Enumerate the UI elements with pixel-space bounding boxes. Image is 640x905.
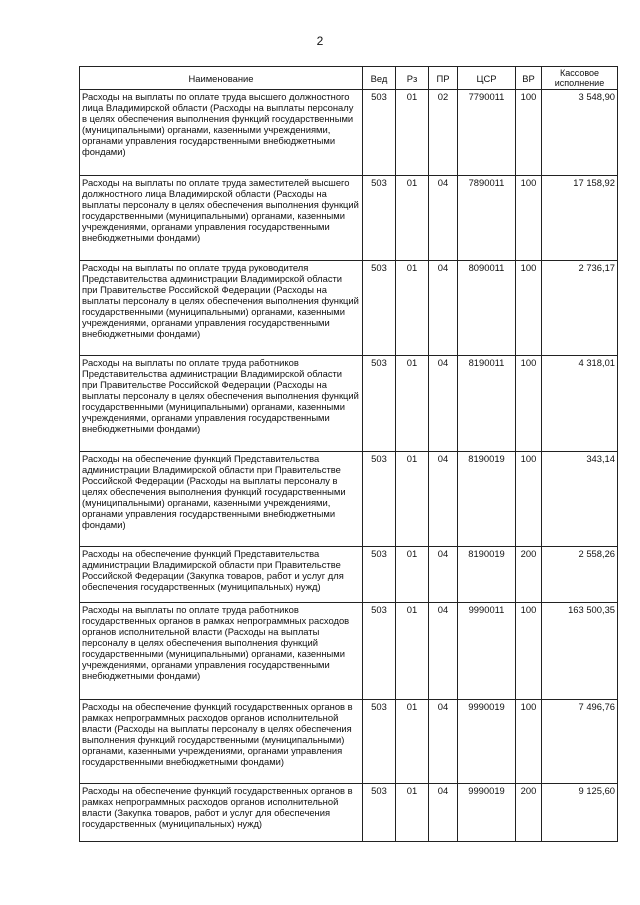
header-ved: Вед xyxy=(363,67,396,90)
cell-pr: 04 xyxy=(429,356,458,452)
cell-amount: 2 558,26 xyxy=(542,547,618,603)
cell-name: Расходы на обеспечение функций государственных органов в рамках непрограммных расходов органов исполнительной власти (Закупка товаров, работ и услуг для обеспечения государственных (муниципальных) нужд) xyxy=(80,784,363,842)
cell-vr: 100 xyxy=(516,700,542,784)
cell-csr: 8090011 xyxy=(458,261,516,356)
cell-csr: 8190019 xyxy=(458,452,516,547)
cell-vr: 100 xyxy=(516,452,542,547)
cell-csr: 9990019 xyxy=(458,700,516,784)
cell-name: Расходы на выплаты по оплате труда работников Представительства администрации Владимирской области при Правительстве Российской Федерации (Расходы на выплаты персоналу в целях обеспечения выполнения функций государственными (муниципальными) органами, казенными учреждениями, органами управления государственными внебюджетными фондами) xyxy=(80,356,363,452)
cell-ved: 503 xyxy=(363,90,396,176)
cell-rz: 01 xyxy=(396,90,429,176)
cell-ved: 503 xyxy=(363,176,396,261)
cell-amount: 343,14 xyxy=(542,452,618,547)
cell-ved: 503 xyxy=(363,547,396,603)
cell-pr: 04 xyxy=(429,784,458,842)
cell-name: Расходы на выплаты по оплате труда работников государственных органов в рамках непрограммных расходов органов исполнительной власти (Расходы на выплаты персоналу в целях обеспечения выполнения функций государственными (муниципальными) органами, казенными учреждениями, органами управления государственными внебюджетными фондами) xyxy=(80,603,363,700)
cell-rz: 01 xyxy=(396,547,429,603)
cell-vr: 100 xyxy=(516,90,542,176)
header-rz: Рз xyxy=(396,67,429,90)
table-row xyxy=(80,90,618,176)
cell-pr: 04 xyxy=(429,700,458,784)
cell-name: Расходы на обеспечение функций Представительства администрации Владимирской области при Правительстве Российской Федерации (Расходы на выплаты персоналу в целях обеспечения выполнения функций государственными (муниципальными) органами, казенными учреждениями, органами управления государственными внебюджетными фондами) xyxy=(80,452,363,547)
cell-ved: 503 xyxy=(363,356,396,452)
cell-vr: 100 xyxy=(516,176,542,261)
cell-rz: 01 xyxy=(396,176,429,261)
cell-csr: 8190011 xyxy=(458,356,516,452)
cell-ved: 503 xyxy=(363,261,396,356)
table-row xyxy=(80,176,618,261)
table-row xyxy=(80,784,618,842)
cell-vr: 200 xyxy=(516,547,542,603)
cell-name: Расходы на выплаты по оплате труда заместителей высшего должностного лица Владимирской области (Расходы на выплаты персоналу в целях обеспечения выполнения функций государственными (муниципальными) органами, казенными учреждениями, органами управления государственными внебюджетными фондами) xyxy=(80,176,363,261)
cell-ved: 503 xyxy=(363,603,396,700)
cell-csr: 9990019 xyxy=(458,784,516,842)
cell-name: Расходы на обеспечение функций государственных органов в рамках непрограммных расходов органов исполнительной власти (Расходы на выплаты персоналу в целях обеспечения выполнения функций государственными (муниципальными) органами, казенными учреждениями, органами управления государственными внебюджетными фондами) xyxy=(80,700,363,784)
cell-vr: 100 xyxy=(516,356,542,452)
table-row xyxy=(80,700,618,784)
cell-amount: 3 548,90 xyxy=(542,90,618,176)
header-vr: ВР xyxy=(516,67,542,90)
cell-pr: 04 xyxy=(429,603,458,700)
cell-rz: 01 xyxy=(396,261,429,356)
header-row xyxy=(80,67,618,90)
table-row xyxy=(80,452,618,547)
cell-amount: 9 125,60 xyxy=(542,784,618,842)
cell-rz: 01 xyxy=(396,603,429,700)
cell-rz: 01 xyxy=(396,356,429,452)
cell-csr: 7890011 xyxy=(458,176,516,261)
cell-rz: 01 xyxy=(396,784,429,842)
header-csr: ЦСР xyxy=(458,67,516,90)
cell-ved: 503 xyxy=(363,700,396,784)
budget-execution-table xyxy=(79,66,618,842)
cell-ved: 503 xyxy=(363,452,396,547)
table-row xyxy=(80,547,618,603)
table-row xyxy=(80,261,618,356)
cell-name: Расходы на выплаты по оплате труда высшего должностного лица Владимирской области (Расходы на выплаты персоналу в целях обеспечения выполнения функций государственными (муниципальными) органами, казенными учреждениями, органами управления государственными внебюджетными фондами) xyxy=(80,90,363,176)
cell-pr: 04 xyxy=(429,547,458,603)
cell-amount: 4 318,01 xyxy=(542,356,618,452)
cell-pr: 04 xyxy=(429,452,458,547)
table-row xyxy=(80,603,618,700)
header-amount: Кассовое исполнение xyxy=(542,67,618,90)
cell-pr: 02 xyxy=(429,90,458,176)
cell-amount: 2 736,17 xyxy=(542,261,618,356)
cell-pr: 04 xyxy=(429,261,458,356)
cell-vr: 200 xyxy=(516,784,542,842)
cell-amount: 17 158,92 xyxy=(542,176,618,261)
table-row xyxy=(80,356,618,452)
cell-csr: 9990011 xyxy=(458,603,516,700)
cell-name: Расходы на обеспечение функций Представительства администрации Владимирской области при Правительстве Российской Федерации (Закупка товаров, работ и услуг для обеспечения государственных (муниципальных) нужд) xyxy=(80,547,363,603)
cell-amount: 7 496,76 xyxy=(542,700,618,784)
cell-rz: 01 xyxy=(396,452,429,547)
cell-csr: 8190019 xyxy=(458,547,516,603)
cell-rz: 01 xyxy=(396,700,429,784)
cell-name: Расходы на выплаты по оплате труда руководителя Представительства администрации Владимирской области при Правительстве Российской Федерации (Расходы на выплаты персоналу в целях обеспечения выполнения функций государственными (муниципальными) органами, казенными учреждениями, органами управления государственными внебюджетными фондами) xyxy=(80,261,363,356)
table-header xyxy=(80,67,618,90)
cell-ved: 503 xyxy=(363,784,396,842)
cell-csr: 7790011 xyxy=(458,90,516,176)
header-name: Наименование xyxy=(80,67,363,90)
cell-pr: 04 xyxy=(429,176,458,261)
cell-vr: 100 xyxy=(516,603,542,700)
header-pr: ПР xyxy=(429,67,458,90)
page-number: 2 xyxy=(316,34,324,48)
cell-vr: 100 xyxy=(516,261,542,356)
cell-amount: 163 500,35 xyxy=(542,603,618,700)
table-body xyxy=(80,90,618,842)
